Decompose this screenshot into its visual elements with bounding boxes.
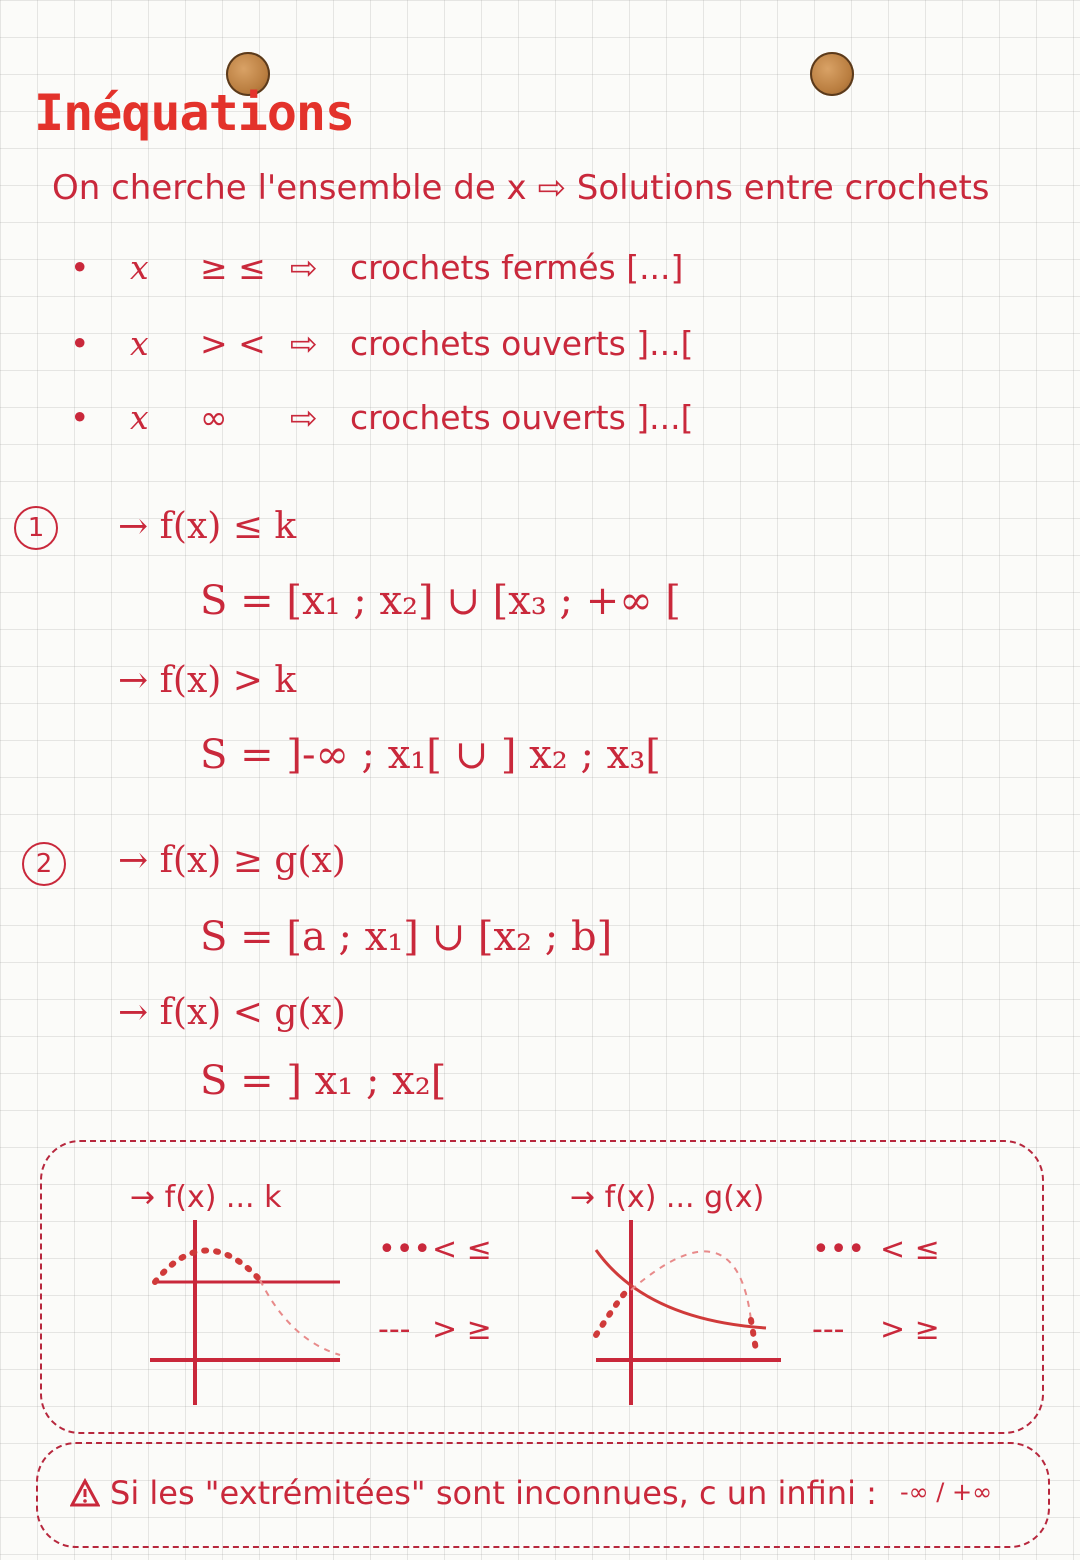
arrow-icon: ⇨ bbox=[290, 323, 318, 363]
section2-inequality-1: → f(x) ≥ g(x) bbox=[118, 840, 346, 881]
rule-variable: x bbox=[130, 323, 149, 363]
rule-operators: > < bbox=[200, 323, 266, 363]
box-left-ops-bottom: > ≥ bbox=[432, 1312, 492, 1347]
rule-text: crochets fermés [...] bbox=[350, 247, 684, 287]
section1-inequality-2: → f(x) > k bbox=[118, 660, 297, 701]
rule-variable: x bbox=[130, 247, 149, 287]
arrow-icon: ⇨ bbox=[290, 397, 318, 437]
section2-solution-2: S = ] x₁ ; x₂[ bbox=[200, 1058, 447, 1104]
rule-operators: ≥ ≤ bbox=[200, 247, 266, 287]
graph-f-vs-g bbox=[586, 1210, 796, 1410]
warning-infinities: -∞ / +∞ bbox=[900, 1478, 993, 1506]
rule-variable: x bbox=[130, 397, 149, 437]
intro-line: On cherche l'ensemble de x ⇨ Solutions entre crochets bbox=[52, 168, 990, 208]
box-left-dots-solid: ••• bbox=[378, 1232, 432, 1267]
bullet: • bbox=[70, 323, 90, 363]
box-right-ops-bottom: > ≥ bbox=[880, 1312, 940, 1347]
binder-hole-right bbox=[810, 52, 854, 96]
section1-solution-1: S = [x₁ ; x₂] ∪ [x₃ ; +∞ [ bbox=[200, 578, 681, 624]
box-right-title: → f(x) ... g(x) bbox=[570, 1180, 765, 1215]
rule-row-closed bbox=[70, 242, 683, 292]
warning-text: Si les "extrémitées" sont inconnues, c un infini : bbox=[110, 1474, 877, 1512]
section2-inequality-2: → f(x) < g(x) bbox=[118, 992, 346, 1033]
rule-text: crochets ouverts ]...[ bbox=[350, 397, 694, 437]
rule-row-open-strict bbox=[70, 318, 694, 368]
warning-icon bbox=[70, 1478, 100, 1508]
box-left-title: → f(x) ... k bbox=[130, 1180, 282, 1215]
box-right-dots-solid: ••• bbox=[812, 1232, 866, 1267]
box-left-ops-top: < ≤ bbox=[432, 1232, 492, 1267]
box-right-ops-top: < ≤ bbox=[880, 1232, 940, 1267]
section1-solution-2: S = ]-∞ ; x₁[ ∪ ] x₂ ; x₃[ bbox=[200, 732, 661, 778]
page-title: Inéquations bbox=[34, 84, 355, 142]
graph-f-vs-k bbox=[140, 1210, 360, 1410]
section1-inequality-1: → f(x) ≤ k bbox=[118, 506, 297, 547]
section-number-2: 2 bbox=[22, 842, 66, 886]
rule-text: crochets ouverts ]...[ bbox=[350, 323, 694, 363]
section-number-1: 1 bbox=[14, 506, 58, 550]
rule-operators: ∞ bbox=[200, 397, 228, 437]
section2-solution-1: S = [a ; x₁] ∪ [x₂ ; b] bbox=[200, 914, 613, 960]
rule-row-open-infinity bbox=[70, 392, 694, 442]
box-left-dots-dashed: --- bbox=[378, 1312, 411, 1347]
bullet: • bbox=[70, 397, 90, 437]
box-right-dots-dashed: --- bbox=[812, 1312, 845, 1347]
arrow-icon: ⇨ bbox=[290, 247, 318, 287]
bullet: • bbox=[70, 247, 90, 287]
